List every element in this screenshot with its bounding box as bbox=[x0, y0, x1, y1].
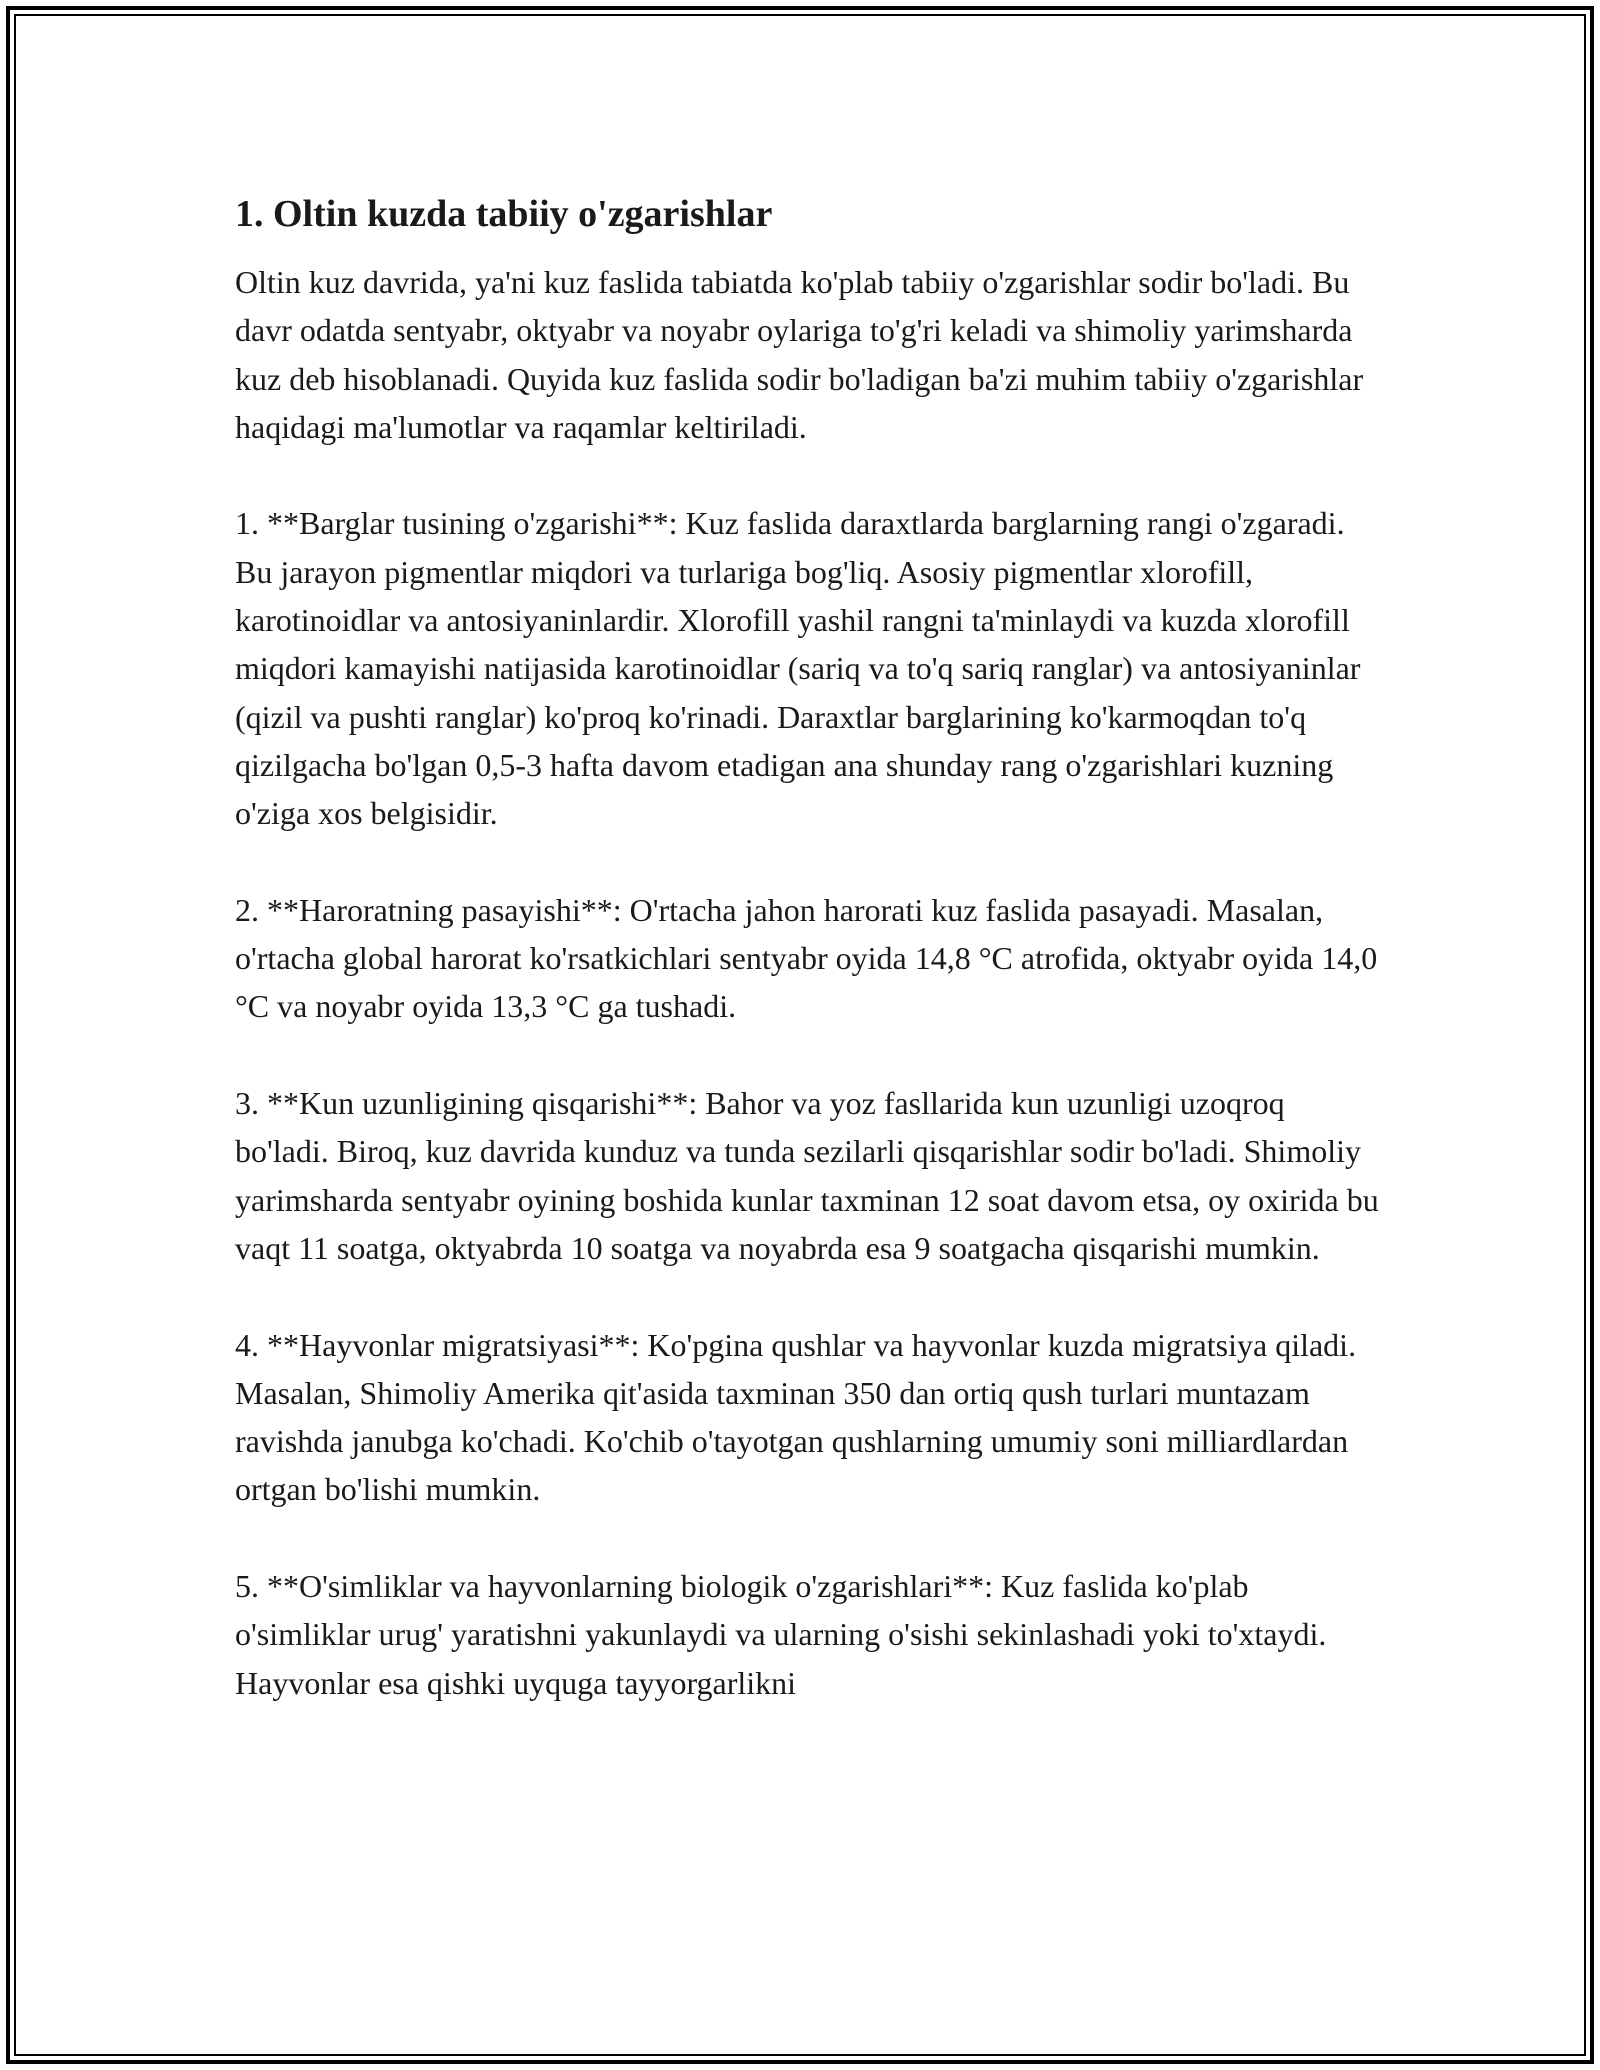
document-body bbox=[235, 190, 1385, 1755]
paragraph-day-length: 3. **Kun uzunligining qisqarishi**: Bahor va yoz fasllarida kun uzunligi uzoqroq bo'ladi. Biroq, kuz davrida kunduz va tunda sezilarli qisqarishlar sodir bo'ladi. Shimoliy yarimsharda sentyabr oyining boshida kunlar taxminan 12 soat davom etsa, oy oxirida bu vaqt 11 soatga, oktyabrda 10 soatga va noyabrda esa 9 soatgacha qisqarishi mumkin. bbox=[235, 1085, 1379, 1266]
paragraph-biological-changes: 5. **O'simliklar va hayvonlarning biologik o'zgarishlari**: Kuz faslida ko'plab o'simliklar urug' yaratishni yakunlaydi va ularning o'sishi sekinlashadi yoki to'xtaydi. Hayvonlar esa qishki uyquga tayyorgarlikni bbox=[235, 1568, 1327, 1701]
paragraph-leaf-color-change: 1. **Barglar tusining o'zgarishi**: Kuz faslida daraxtlarda barglarning rangi o'zgaradi. Bu jarayon pigmentlar miqdori va turlariga bog'liq. Asosiy pigmentlar xlorofill, karotinoidlar va antosiyaninlardir. Xlorofill yashil rangni ta'minlaydi va kuzda xlorofill miqdori kamayishi natijasida karotinoidlar (sariq va to'q sariq ranglar) va antosiyaninlar (qizil va pushti ranglar) ko'proq ko'rinadi. Daraxtlar barglarining ko'karmoqdan to'q qizilgacha bo'lgan 0,5-3 hafta davom etadigan ana shunday rang o'zgarishlari kuzning o'ziga xos belgisidir. bbox=[235, 505, 1361, 832]
paragraph-temperature-drop: 2. **Haroratning pasayishi**: O'rtacha jahon harorati kuz faslida pasayadi. Masalan, o'rtacha global harorat ko'rsatkichlari sentyabr oyida 14,8 °C atrofida, oktyabr oyida 14,0 °C va noyabr oyida 13,3 °C ga tushadi. bbox=[235, 891, 1378, 1025]
paragraph-animal-migration: 4. **Hayvonlar migratsiyasi**: Ko'pgina qushlar va hayvonlar kuzda migratsiya qiladi. Masalan, Shimoliy Amerika qit'asida taxminan 350 dan ortiq qush turlari muntazam ravishda janubga ko'chadi. Ko'chib o'tayotgan qushlarning umumiy soni milliardlardan ortgan bo'lishi mumkin. bbox=[235, 1326, 1357, 1508]
section-heading: 1. Oltin kuzda tabiiy o'zgarishlar bbox=[235, 193, 773, 235]
intro-paragraph: Oltin kuz davrida, ya'ni kuz faslida tabiatda ko'plab tabiiy o'zgarishlar sodir bo'ladi. Bu davr odatda sentyabr, oktyabr va noyabr oylariga to'g'ri keladi va shimoliy yarimsharda kuz deb hisoblanadi. Quyida kuz faslida sodir bo'ladigan ba'zi muhim tabiiy o'zgarishlar haqidagi ma'lumotlar va raqamlar keltiriladi. bbox=[235, 264, 1364, 445]
